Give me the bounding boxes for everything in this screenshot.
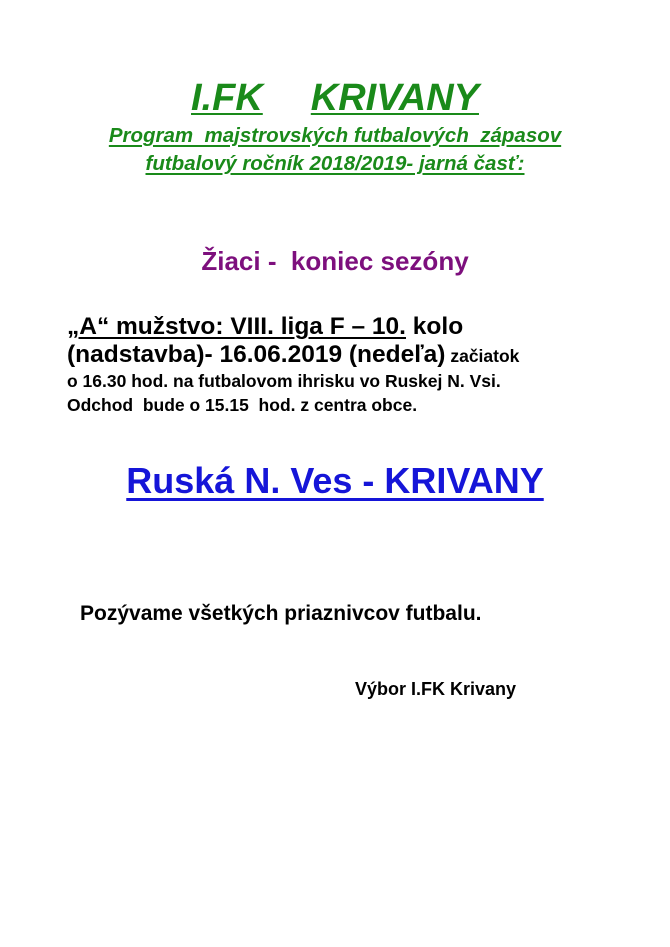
round-label: kolo xyxy=(406,313,464,340)
club-title-prefix: I.FK xyxy=(191,77,263,119)
start-label: začiatok xyxy=(445,346,520,366)
team-league-line xyxy=(67,313,463,341)
subtitle-program: Program majstrovských futbalových zápasov xyxy=(108,124,562,147)
youth-season-end-note: Žiaci - koniec sezóny xyxy=(201,246,469,276)
team-league-underlined: „A“ mužstvo: VIII. liga F – 10. xyxy=(67,313,406,340)
venue-line: o 16.30 hod. na futbalovom ihrisku vo Ruskej N. Vsi. xyxy=(67,371,501,391)
club-title xyxy=(0,76,670,120)
signature: Výbor I.FK Krivany xyxy=(355,679,517,699)
match-date-line xyxy=(67,341,519,370)
subtitle-season: futbalový ročník 2018/2019- jarná časť: xyxy=(145,152,525,175)
match-fixture: Ruská N. Ves - KRIVANY xyxy=(126,460,544,501)
match-date: (nadstavba)- 16.06.2019 (nedeľa) xyxy=(67,341,446,368)
invitation-text: Pozývame všetkých priaznivcov futbalu. xyxy=(80,602,482,625)
departure-line: Odchod bude o 15.15 hod. z centra obce. xyxy=(67,395,418,415)
club-title-name: KRIVANY xyxy=(310,77,479,119)
